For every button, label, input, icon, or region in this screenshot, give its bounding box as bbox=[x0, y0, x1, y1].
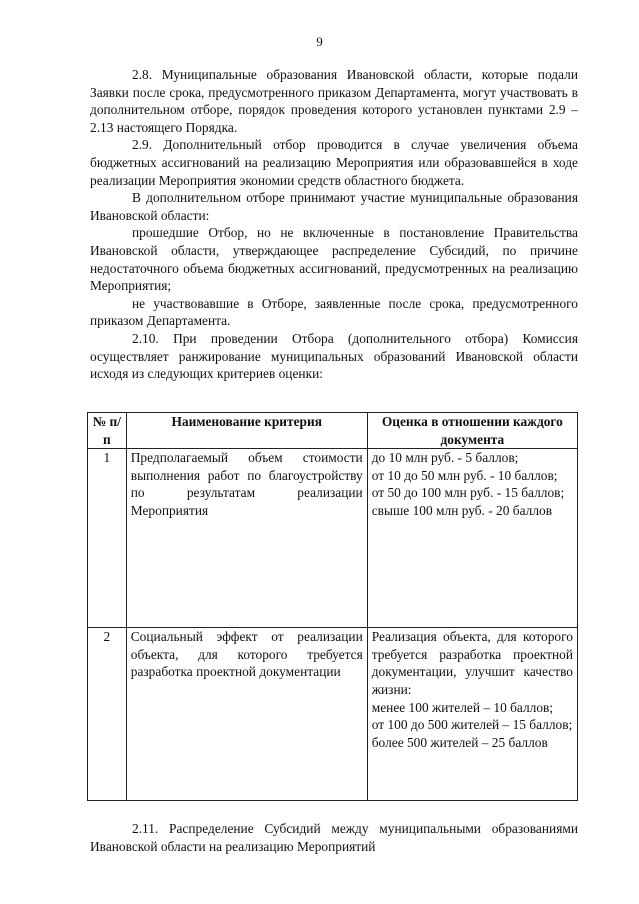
score-line: Реализация объекта, для которого требуется разработка проектной документации, улучшит качество жизни: bbox=[371, 629, 573, 697]
document-body bbox=[90, 66, 578, 383]
paragraph-passed-selection: прошедшие Отбор, но не включенные в постановление Правительства Ивановской области, утверждающее распределение Субсидий, по причине недостаточного объема бюджетных ассигнований, предусмотренных на реализацию Мероприятия; bbox=[90, 225, 578, 294]
paragraph-2-11: 2.11. Распределение Субсидий между муниципальными образованиями Ивановской области на реализацию Мероприятий bbox=[90, 821, 578, 854]
document-body-continued bbox=[90, 820, 578, 855]
page-number: 9 bbox=[316, 34, 323, 49]
paragraph-2-9: 2.9. Дополнительный отбор проводится в случае увеличения объема бюджетных ассигнований на реализацию Мероприятия или образовавшейся в ходе реализации Мероприятия экономии средств областного бюджета. bbox=[90, 137, 578, 188]
score-line: более 500 жителей – 25 баллов bbox=[371, 734, 548, 750]
table-row bbox=[88, 449, 578, 628]
score-line: до 10 млн руб. - 5 баллов; bbox=[371, 450, 519, 466]
paragraph-2-8: 2.8. Муниципальные образования Ивановской области, которые подали Заявки после срока, предусмотренного приказом Департамента, могут участвовать в дополнительном отборе, порядок проведения которого установлен пунктами 2.9 – 2.13 настоящего Порядка. bbox=[90, 67, 578, 135]
criterion-text: Социальный эффект от реализации объекта, для которого требуется разработка проектной документации bbox=[126, 628, 367, 801]
row-number: 1 bbox=[88, 449, 127, 628]
table-row bbox=[88, 628, 578, 801]
paragraph-additional-selection: В дополнительном отборе принимают участие муниципальные образования Ивановской области: bbox=[90, 190, 578, 223]
criterion-text: Предполагаемый объем стоимости выполнения работ по благоустройству по результатам реализации Мероприятия bbox=[126, 449, 367, 628]
header-number: № п/п bbox=[88, 413, 127, 449]
header-score: Оценка в отношении каждого документа bbox=[367, 413, 577, 449]
score-cell bbox=[367, 449, 577, 628]
score-line: менее 100 жителей – 10 баллов; bbox=[371, 699, 554, 715]
score-cell bbox=[367, 628, 577, 801]
score-line: от 50 до 100 млн руб. - 15 баллов; bbox=[371, 485, 565, 501]
table-header-row bbox=[88, 413, 578, 449]
score-line: от 10 до 50 млн руб. - 10 баллов; bbox=[371, 467, 558, 483]
paragraph-not-participated: не участвовавшие в Отборе, заявленные после срока, предусмотренного приказом Департамента. bbox=[90, 295, 578, 329]
score-line: от 100 до 500 жителей – 15 баллов; bbox=[371, 717, 573, 733]
paragraph-2-10: 2.10. При проведении Отбора (дополнительного отбора) Комиссия осуществляет ранжирование муниципальных образований Ивановской области исходя из следующих критериев оценки: bbox=[90, 330, 578, 382]
score-line: свыше 100 млн руб. - 20 баллов bbox=[371, 502, 553, 518]
header-criterion: Наименование критерия bbox=[126, 413, 367, 449]
row-number: 2 bbox=[88, 628, 127, 801]
criteria-table bbox=[87, 412, 578, 801]
